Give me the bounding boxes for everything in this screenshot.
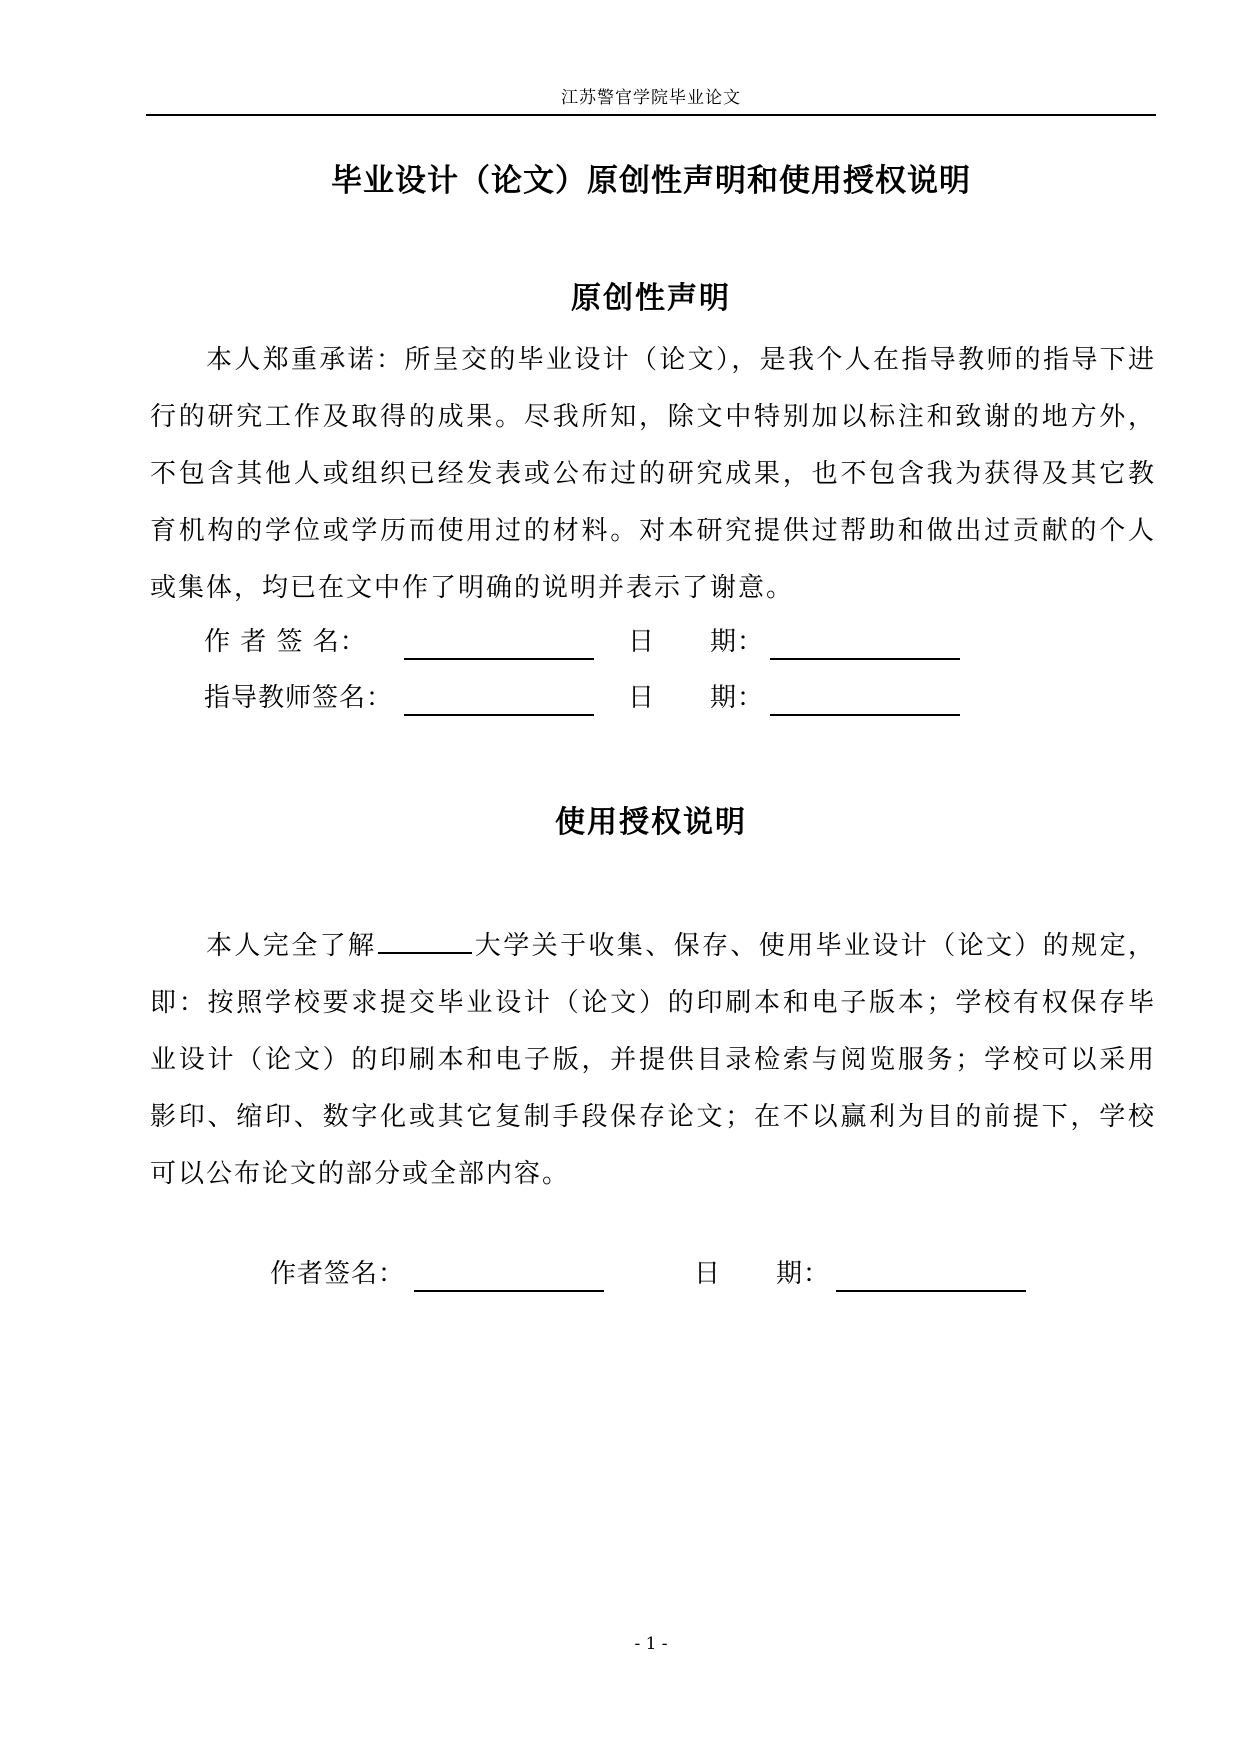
authorization-date-blank[interactable] [836, 1290, 1026, 1292]
teacher-signature-label: 指导教师签名： [204, 683, 394, 713]
author-signature-blank[interactable] [404, 658, 594, 660]
header-rule [146, 114, 1156, 116]
originality-teacher-signature-row [204, 678, 964, 718]
teacher-date-blank[interactable] [770, 714, 960, 716]
date-label-char2: 期： [710, 627, 765, 657]
authorization-text-start: 本人完全了解 [206, 931, 377, 961]
page-title: 毕业设计（论文）原创性声明和使用授权说明 [331, 163, 971, 199]
author-signature-label: 作者签名： [270, 1259, 406, 1289]
authorization-paragraph [150, 918, 1156, 1203]
originality-paragraph: 本人郑重承诺：所呈交的毕业设计（论文），是我个人在指导教师的指导下进行的研究工作及取得的成果。尽我所知，除文中特别加以标注和致谢的地方外，不包含其他人或组织已经发表或公布过的研究成果，也不包含我为获得及其它教育机构的学位或学历而使用过的材料。对本研究提供过帮助和做出过贡献的个人或集体，均已在文中作了明确的说明并表示了谢意。 [150, 345, 1156, 603]
authorization-author-signature-row [270, 1254, 1030, 1294]
university-name-blank[interactable] [378, 926, 472, 954]
page-number: - 1 - [634, 1634, 668, 1654]
authorization-heading: 使用授权说明 [555, 805, 747, 840]
running-header: 江苏警官学院毕业论文 [561, 88, 741, 108]
originality-heading: 原创性声明 [571, 281, 731, 316]
author-signature-label: 作 者 签 名： [204, 627, 367, 657]
authorization-text-rest: 大学关于收集、保存、使用毕业设计（论文）的规定，即：按照学校要求提交毕业设计（论文）的印刷本和电子版本；学校有权保存毕业设计（论文）的印刷本和电子版，并提供目录检索与阅览服务；学校可以采用影印、缩印、数字化或其它复制手段保存论文；在不以赢利为目的前提下，学校可以公布论文的部分或全部内容。 [150, 931, 1156, 1189]
date-label-char2: 期： [776, 1259, 831, 1289]
author-date-blank[interactable] [770, 658, 960, 660]
teacher-signature-blank[interactable] [404, 714, 594, 716]
date-label-char1: 日 [628, 683, 656, 713]
originality-author-signature-row [204, 622, 964, 662]
date-label-char2: 期： [710, 683, 765, 713]
authorization-signature-blank[interactable] [414, 1290, 604, 1292]
date-label-char1: 日 [694, 1259, 722, 1289]
date-label-char1: 日 [628, 627, 656, 657]
